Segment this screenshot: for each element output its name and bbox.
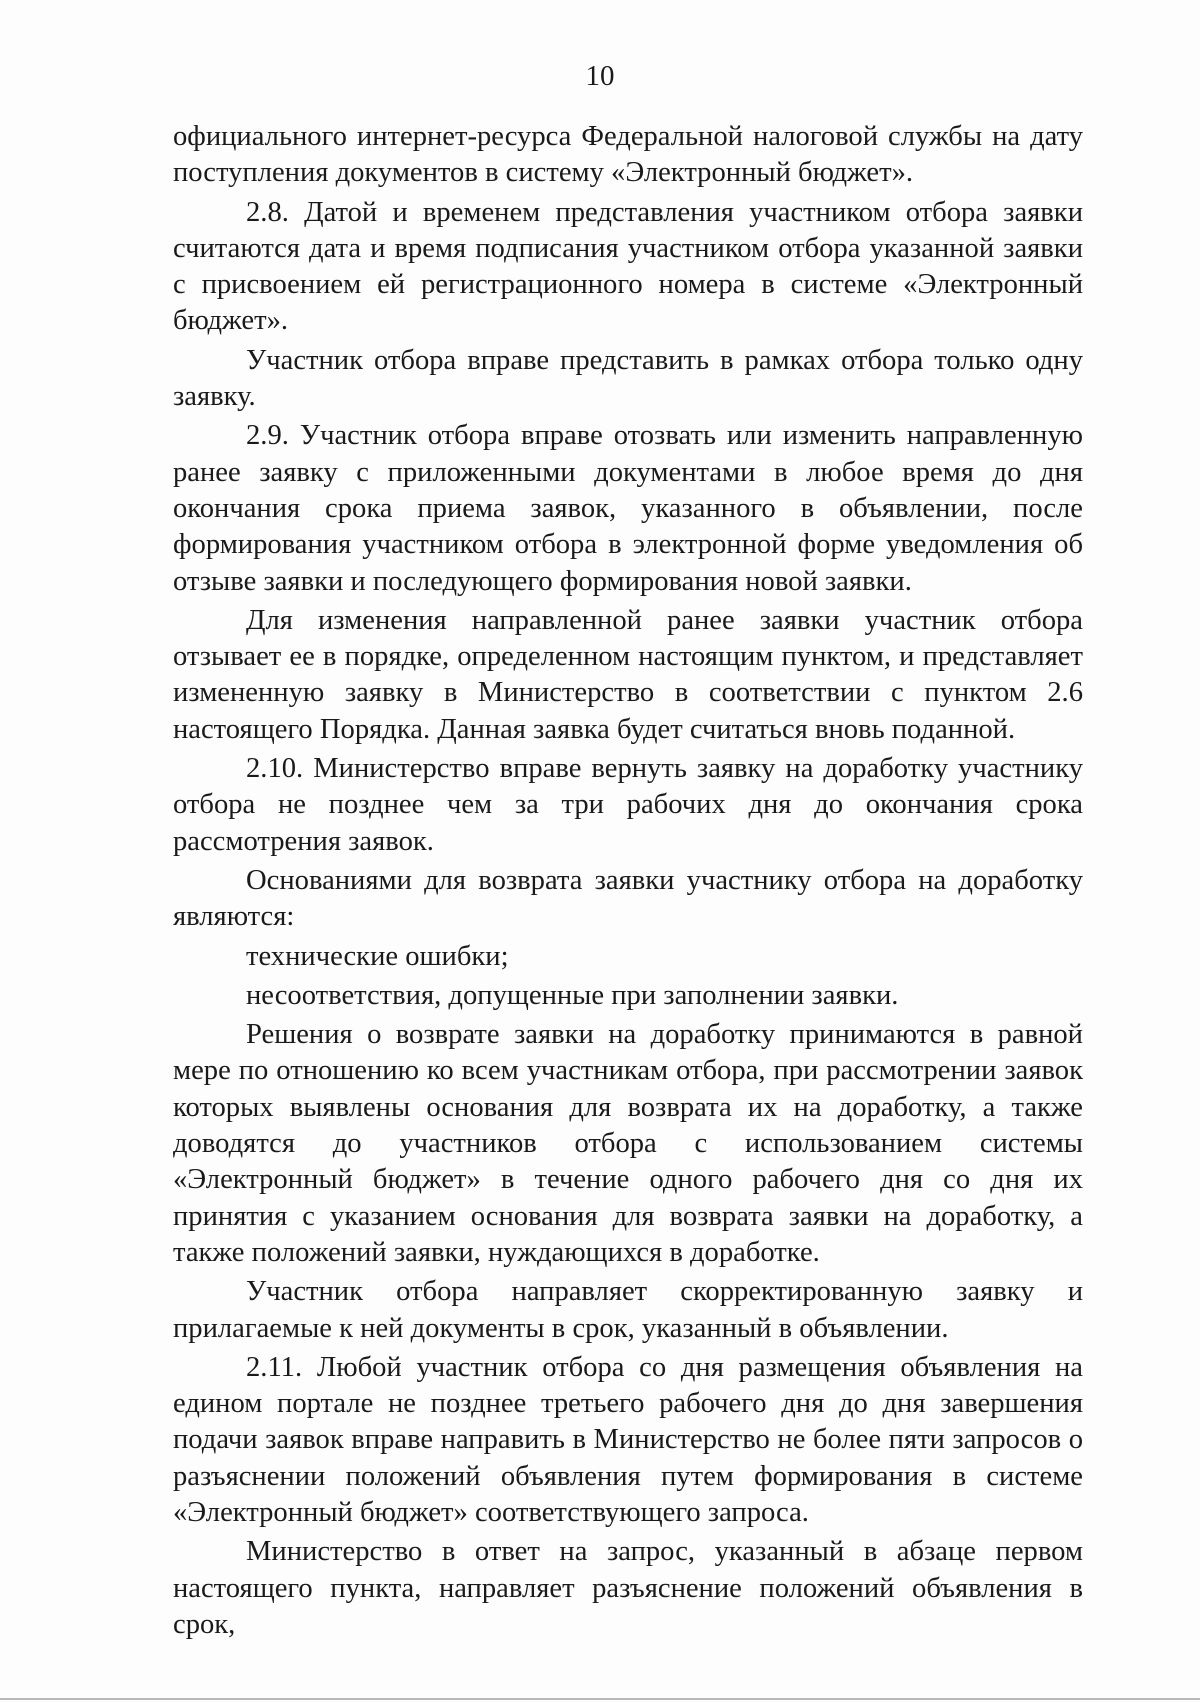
paragraph-return-decisions: Решения о возврате заявки на доработку принимаются в равной мере по отношению ко всем участникам отбора, при рассмотрении заявок которых выявлены основания для возврата их на доработку, а также доводятся до участников отбора с использованием системы «Электронный бюджет» в течение одного рабочего дня со дня их принятия с указанием основания для возврата заявки на доработку, а также положений заявки, нуждающихся в доработке. — [173, 1019, 1083, 1268]
paragraph-return-grounds: Основаниями для возврата заявки участнику отбора на доработку являются: — [173, 864, 1083, 933]
paragraph-2-8: 2.8. Датой и временем представления участником отбора заявки считаются дата и время подписания участником отбора указанной заявки с присвоением ей регистрационного номера в системе «Электронный бюджет». — [173, 196, 1083, 337]
paragraph-ministry-response: Министерство в ответ на запрос, указанный в абзаце первом настоящего пункта, направляет разъяснение положений объявления в срок, — [173, 1536, 1083, 1640]
scan-edge-line — [0, 1698, 1200, 1700]
paragraph-continuation: официального интернет-ресурса Федеральной налоговой службы на дату поступления документов в систему «Электронный бюджет». — [173, 121, 1083, 189]
page-number: 10 — [585, 60, 615, 92]
list-item-inconsistencies: несоответствия, допущенные при заполнении заявки. — [246, 979, 899, 1011]
paragraph-corrected-application: Участник отбора направляет скорректированную заявку и прилагаемые к ней документы в срок, указанный в объявлении. — [173, 1276, 1083, 1344]
document-body — [173, 119, 1083, 1643]
paragraph-2-10: 2.10. Министерство вправе вернуть заявку на доработку участнику отбора не позднее чем за три рабочих дня до окончания срока рассмотрения заявок. — [173, 753, 1083, 857]
list-item-technical-errors: технические ошибки; — [246, 940, 509, 972]
paragraph-2-9: 2.9. Участник отбора вправе отозвать или изменить направленную ранее заявку с приложенными документами в любое время до дня окончания срока приема заявок, указанного в объявлении, после формирования участником отбора в электронной форме уведомления об отзыве заявки и последующего формирования новой заявки. — [173, 420, 1083, 597]
paragraph-change-application: Для изменения направленной ранее заявки участник отбора отзывает ее в порядке, определенном настоящим пунктом, и представляет измененную заявку в Министерство в соответствии с пунктом 2.6 настоящего Порядка. Данная заявка будет считаться вновь поданной. — [173, 604, 1083, 745]
paragraph-2-11: 2.11. Любой участник отбора со дня размещения объявления на едином портале не позднее третьего рабочего дня до дня завершения подачи заявок вправе направить в Министерство не более пяти запросов о разъяснении положений объявления путем формирования в системе «Электронный бюджет» соответствующего запроса. — [173, 1351, 1083, 1528]
paragraph-one-application: Участник отбора вправе представить в рамках отбора только одну заявку. — [173, 344, 1083, 413]
